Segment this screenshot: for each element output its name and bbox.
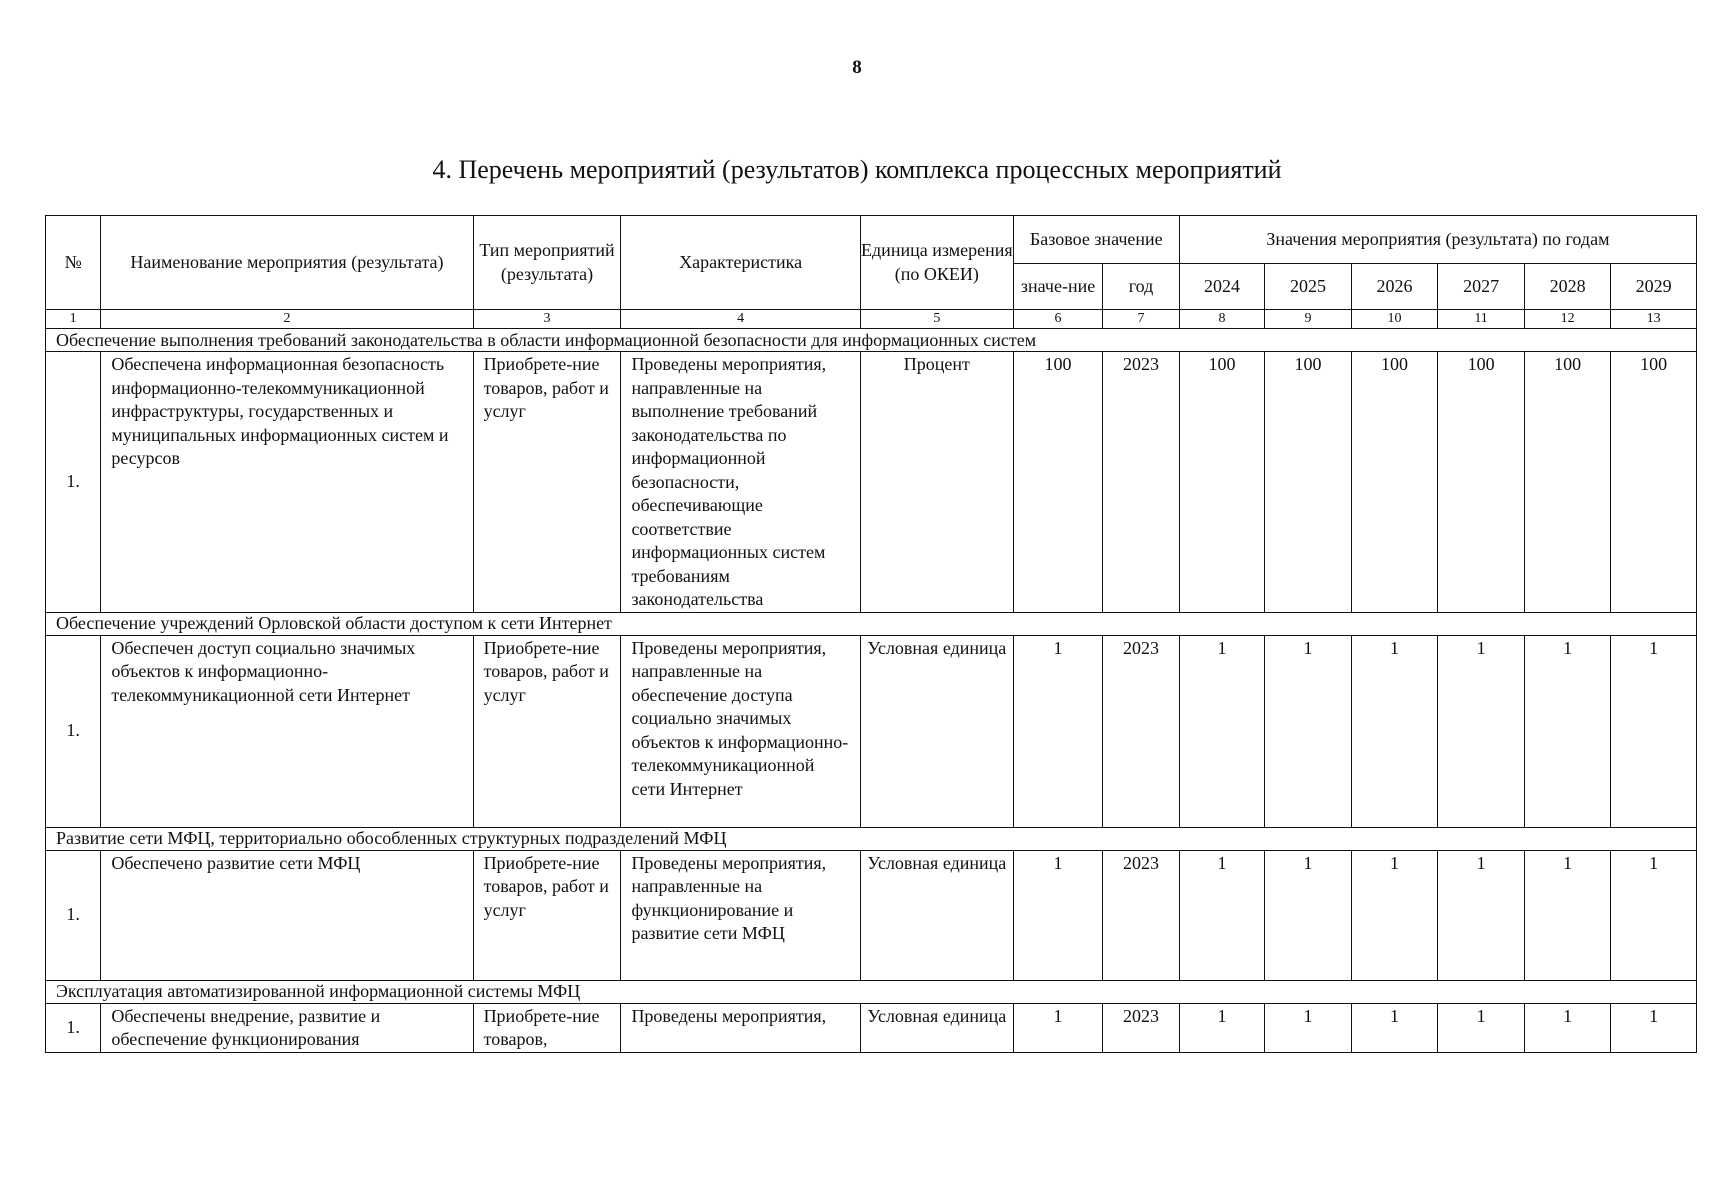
measure-type: Приобрете-ние товаров, работ и услуг: [473, 850, 621, 980]
year-value: 100: [1265, 352, 1352, 613]
header-year: 2025: [1265, 264, 1352, 310]
header-year: 2029: [1611, 264, 1697, 310]
year-value: 1: [1438, 850, 1525, 980]
base-year: 2023: [1103, 850, 1179, 980]
column-number: 10: [1351, 310, 1438, 329]
table-row: [46, 635, 1697, 827]
header-year: 2026: [1351, 264, 1438, 310]
table-row: [46, 1003, 1697, 1052]
column-number: 7: [1103, 310, 1179, 329]
base-value: 1: [1013, 850, 1103, 980]
header-type: Тип мероприятий (результата): [473, 216, 621, 310]
column-number: 2: [101, 310, 473, 329]
column-number: 6: [1013, 310, 1103, 329]
year-value: 100: [1438, 352, 1525, 613]
header-year: 2024: [1179, 264, 1265, 310]
measure-unit: Условная единица: [860, 1003, 1013, 1052]
year-value: 100: [1351, 352, 1438, 613]
year-value: 1: [1179, 850, 1265, 980]
header-base-year: год: [1103, 264, 1179, 310]
year-value: 1: [1524, 635, 1611, 827]
header-base-value: значе-ние: [1013, 264, 1103, 310]
measure-type: Приобрете-ние товаров, работ и услуг: [473, 635, 621, 827]
column-number: 8: [1179, 310, 1265, 329]
measure-name: Обеспечен доступ социально значимых объектов к информационно-телекоммуникационной сети Интернет: [101, 635, 473, 827]
header-values-by-year: Значения мероприятия (результата) по годам: [1179, 216, 1696, 264]
row-number: 1.: [46, 850, 101, 980]
column-number: 1: [46, 310, 101, 329]
base-value: 100: [1013, 352, 1103, 613]
base-year: 2023: [1103, 635, 1179, 827]
year-value: 1: [1351, 1003, 1438, 1052]
base-year: 2023: [1103, 352, 1179, 613]
section-row: [46, 329, 1697, 352]
measure-name: Обеспечены внедрение, развитие и обеспечение функционирования: [101, 1003, 473, 1052]
header-characteristic: Характеристика: [621, 216, 860, 310]
measure-characteristic: Проведены мероприятия, направленные на обеспечение доступа социально значимых объектов к информационно-телекоммуникационной сети Интернет: [621, 635, 860, 827]
measure-unit: Процент: [860, 352, 1013, 613]
row-number: 1.: [46, 352, 101, 613]
header-name: Наименование мероприятия (результата): [101, 216, 473, 310]
year-value: 100: [1611, 352, 1697, 613]
section-row: [46, 827, 1697, 850]
measure-name: Обеспечена информационная безопасность информационно-телекоммуникационной инфраструктуры, государственных и муниципальных информационных систем и ресурсов: [101, 352, 473, 613]
year-value: 1: [1265, 1003, 1352, 1052]
year-value: 1: [1179, 635, 1265, 827]
measure-type: Приобрете-ние товаров, работ и услуг: [473, 352, 621, 613]
year-value: 100: [1179, 352, 1265, 613]
year-value: 1: [1611, 1003, 1697, 1052]
section-row: [46, 980, 1697, 1003]
year-value: 100: [1524, 352, 1611, 613]
measure-characteristic: Проведены мероприятия, направленные на выполнение требований законодательства по информационной безопасности, обеспечивающие соответствие информационных систем требованиям законодательства: [621, 352, 860, 613]
year-value: 1: [1438, 635, 1525, 827]
year-value: 1: [1611, 635, 1697, 827]
header-year: 2027: [1438, 264, 1525, 310]
column-number: 12: [1524, 310, 1611, 329]
column-number: 3: [473, 310, 621, 329]
row-number: 1.: [46, 1003, 101, 1052]
measure-characteristic: Проведены мероприятия,: [621, 1003, 860, 1052]
section-title: Эксплуатация автоматизированной информационной системы МФЦ: [46, 980, 1697, 1003]
document-title: 4. Перечень мероприятий (результатов) комплекса процессных мероприятий: [432, 155, 1282, 184]
year-value: 1: [1351, 850, 1438, 980]
measures-table: [45, 215, 1697, 1053]
page-number: 8: [852, 57, 862, 78]
year-value: 1: [1611, 850, 1697, 980]
header-unit: Единица измерения (по ОКЕИ): [860, 216, 1013, 310]
measure-type: Приобрете-ние товаров,: [473, 1003, 621, 1052]
measure-characteristic: Проведены мероприятия, направленные на функционирование и развитие сети МФЦ: [621, 850, 860, 980]
table-row: [46, 850, 1697, 980]
column-number: 4: [621, 310, 860, 329]
column-number: 5: [860, 310, 1013, 329]
base-value: 1: [1013, 1003, 1103, 1052]
section-title: Развитие сети МФЦ, территориально обособленных структурных подразделений МФЦ: [46, 827, 1697, 850]
year-value: 1: [1179, 1003, 1265, 1052]
measure-unit: Условная единица: [860, 850, 1013, 980]
header-base: Базовое значение: [1013, 216, 1179, 264]
year-value: 1: [1351, 635, 1438, 827]
year-value: 1: [1265, 850, 1352, 980]
section-title: Обеспечение учреждений Орловской области доступом к сети Интернет: [46, 612, 1697, 635]
measure-name: Обеспечено развитие сети МФЦ: [101, 850, 473, 980]
column-number: 11: [1438, 310, 1525, 329]
section-row: [46, 612, 1697, 635]
base-year: 2023: [1103, 1003, 1179, 1052]
year-value: 1: [1265, 635, 1352, 827]
header-year: 2028: [1524, 264, 1611, 310]
base-value: 1: [1013, 635, 1103, 827]
column-number: 9: [1265, 310, 1352, 329]
table-row: [46, 352, 1697, 613]
section-title: Обеспечение выполнения требований законодательства в области информационной безопасности для информационных систем: [46, 329, 1697, 352]
year-value: 1: [1438, 1003, 1525, 1052]
measure-unit: Условная единица: [860, 635, 1013, 827]
header-num: №: [46, 216, 101, 310]
year-value: 1: [1524, 1003, 1611, 1052]
year-value: 1: [1524, 850, 1611, 980]
column-number: 13: [1611, 310, 1697, 329]
row-number: 1.: [46, 635, 101, 827]
